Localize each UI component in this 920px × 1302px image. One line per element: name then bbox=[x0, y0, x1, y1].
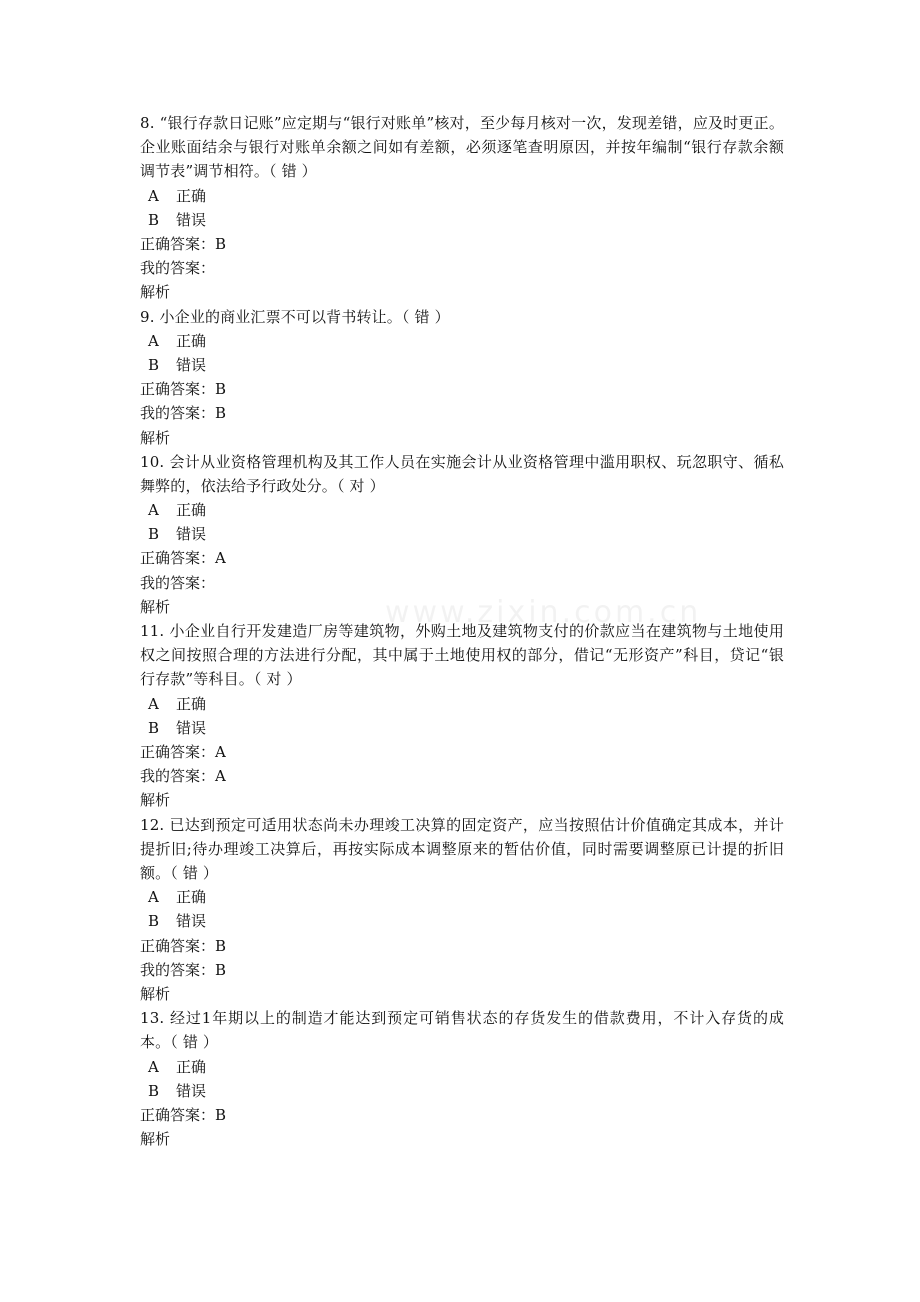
option-text: 错误 bbox=[176, 355, 207, 374]
option-letter: B bbox=[148, 210, 160, 229]
correct-answer: 正确答案：A bbox=[140, 743, 226, 762]
option-a bbox=[140, 692, 784, 716]
option-text: 正确 bbox=[176, 1057, 207, 1076]
option-letter: A bbox=[148, 186, 159, 205]
option-b bbox=[140, 522, 784, 546]
question-stem: 10. 会计从业资格管理机构及其工作人员在实施会计从业资格管理中滥用职权、玩忽职守、循私舞弊的，依法给予行政处分。（ 对 ） bbox=[140, 452, 784, 495]
question-stem: 8. “银行存款日记账”应定期与“银行对账单”核对，至少每月核对一次，发现差错，应及时更正。企业账面结余与银行对账单余额之间如有差额，必须逐笔查明原因，并按年编制“银行存款余额调节表”调节相符。（ 错 ） bbox=[140, 114, 784, 181]
option-text: 错误 bbox=[176, 525, 207, 544]
analysis-label: 解析 bbox=[140, 597, 171, 616]
question-stem: 11. 小企业自行开发建造厂房等建筑物，外购土地及建筑物支付的价款应当在建筑物与土地使用权之间按照合理的方法进行分配，其中属于土地使用权的部分，借记“无形资产”科目，贷记“银行存款”等科目。（ 对 ） bbox=[140, 622, 784, 689]
question-9 bbox=[140, 305, 784, 450]
option-letter: B bbox=[148, 718, 160, 737]
option-a bbox=[140, 498, 784, 522]
option-letter: B bbox=[148, 1081, 160, 1100]
option-b bbox=[140, 353, 784, 377]
my-answer: 我的答案： bbox=[140, 573, 216, 592]
option-letter: A bbox=[148, 694, 159, 713]
option-a bbox=[140, 885, 784, 909]
question-8 bbox=[140, 111, 784, 305]
option-text: 正确 bbox=[176, 888, 207, 907]
option-a bbox=[140, 1055, 784, 1079]
option-letter: A bbox=[148, 888, 159, 907]
option-text: 错误 bbox=[176, 718, 207, 737]
question-stem: 9. 小企业的商业汇票不可以背书转让。（ 错 ） bbox=[140, 307, 450, 326]
option-text: 错误 bbox=[176, 1081, 207, 1100]
my-answer: 我的答案： bbox=[140, 259, 216, 278]
question-10 bbox=[140, 450, 784, 619]
question-stem: 13. 经过1年期以上的制造才能达到预定可销售状态的存货发生的借款费用，不计入存货的成本。（ 错 ） bbox=[140, 1009, 784, 1052]
analysis-label: 解析 bbox=[140, 428, 171, 447]
watermark: www.zixin.com.cn bbox=[385, 595, 702, 630]
option-letter: B bbox=[148, 525, 160, 544]
my-answer: 我的答案：A bbox=[140, 767, 226, 786]
my-answer: 我的答案：B bbox=[140, 960, 227, 979]
option-letter: A bbox=[148, 1057, 159, 1076]
question-stem: 12. 已达到预定可适用状态尚未办理竣工决算的固定资产，应当按照估计价值确定其成本，并计提折旧;待办理竣工决算后，再按实际成本调整原来的暂估价值，同时需要调整原已计提的折旧额。（ 错 ） bbox=[140, 815, 784, 882]
option-a bbox=[140, 184, 784, 208]
document-body bbox=[140, 111, 784, 1151]
option-text: 正确 bbox=[176, 186, 207, 205]
analysis-label: 解析 bbox=[140, 1130, 171, 1149]
correct-answer: 正确答案：B bbox=[140, 1105, 227, 1124]
option-text: 正确 bbox=[176, 331, 207, 350]
correct-answer: 正确答案：B bbox=[140, 380, 227, 399]
option-letter: B bbox=[148, 912, 160, 931]
option-letter: B bbox=[148, 355, 160, 374]
question-13 bbox=[140, 1006, 784, 1151]
option-a bbox=[140, 329, 784, 353]
option-b bbox=[140, 716, 784, 740]
option-text: 正确 bbox=[176, 501, 207, 520]
option-text: 错误 bbox=[176, 912, 207, 931]
option-b bbox=[140, 1079, 784, 1103]
my-answer: 我的答案：B bbox=[140, 404, 227, 423]
option-text: 错误 bbox=[176, 210, 207, 229]
option-b bbox=[140, 909, 784, 933]
option-letter: A bbox=[148, 501, 159, 520]
correct-answer: 正确答案：B bbox=[140, 234, 227, 253]
analysis-label: 解析 bbox=[140, 283, 171, 302]
correct-answer: 正确答案：B bbox=[140, 936, 227, 955]
question-12 bbox=[140, 813, 784, 1007]
option-b bbox=[140, 208, 784, 232]
question-11 bbox=[140, 619, 784, 813]
analysis-label: 解析 bbox=[140, 984, 171, 1003]
option-text: 正确 bbox=[176, 694, 207, 713]
analysis-label: 解析 bbox=[140, 791, 171, 810]
correct-answer: 正确答案：A bbox=[140, 549, 226, 568]
option-letter: A bbox=[148, 331, 159, 350]
